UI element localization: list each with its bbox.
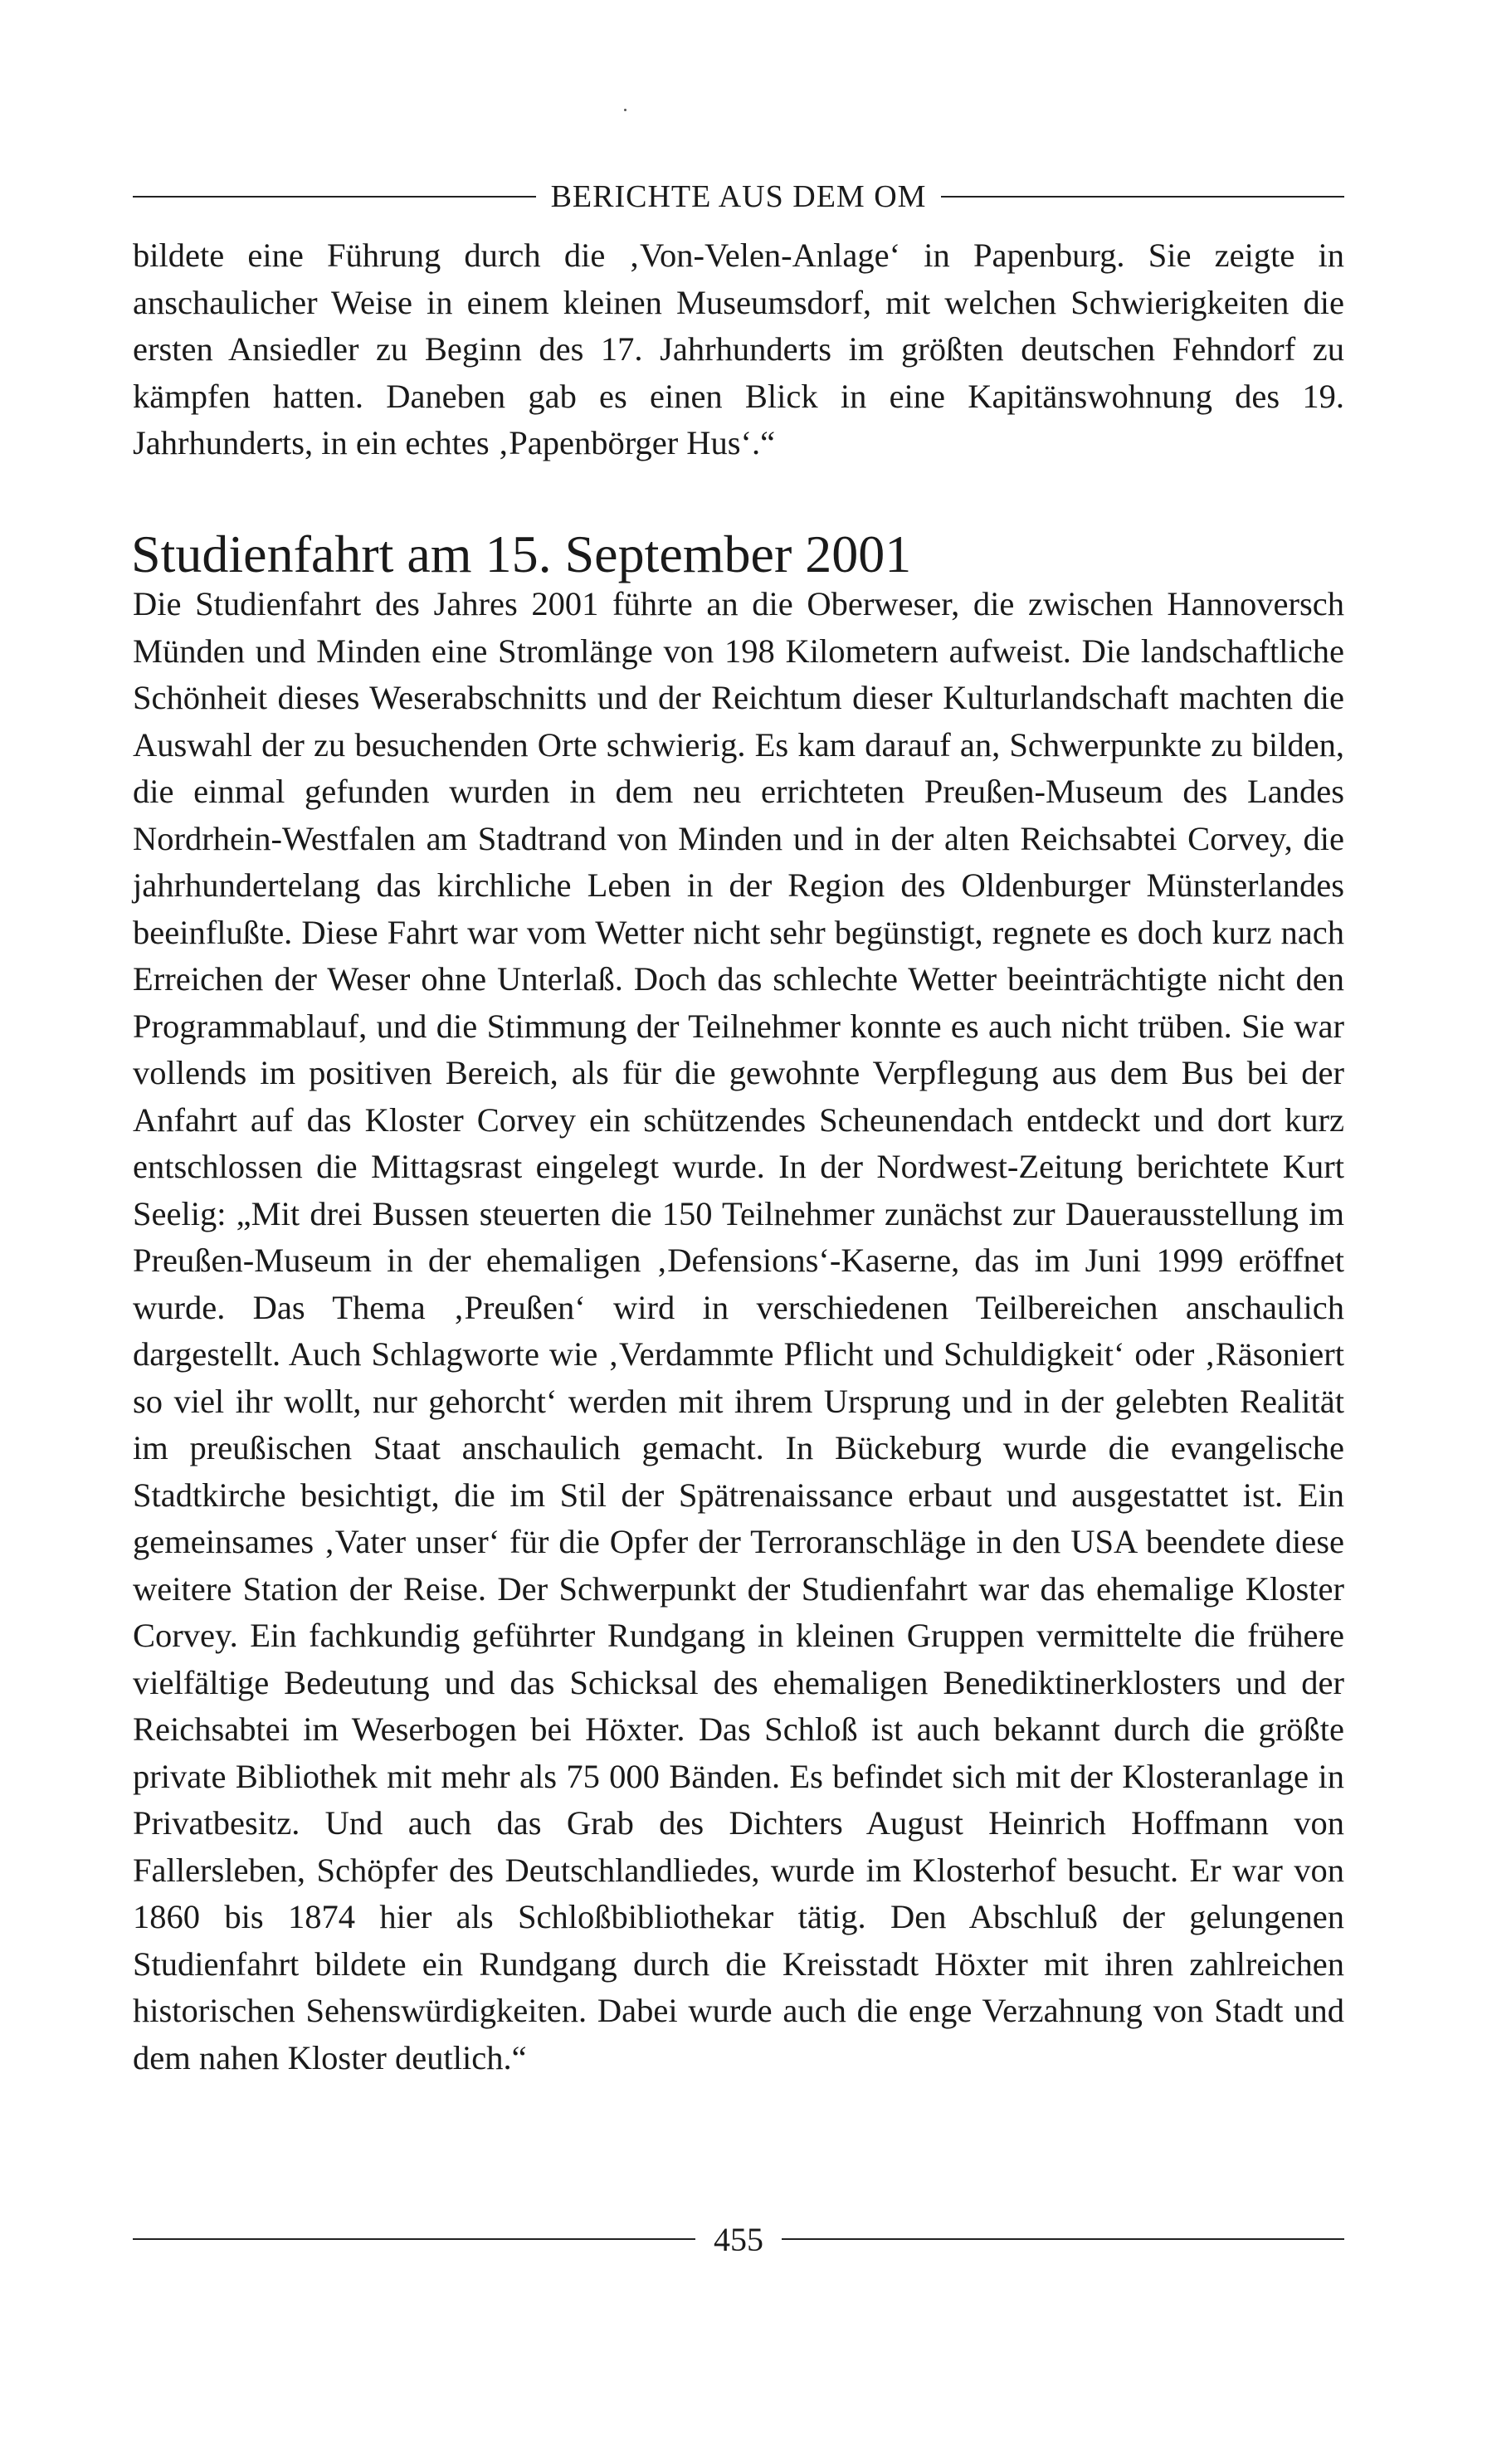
footer-rule-left [133,2238,695,2240]
running-title: BERICHTE AUS DEM OM [550,179,927,214]
running-header [133,176,1344,217]
scan-speck [624,109,626,111]
page-footer [133,2214,1344,2264]
page-number: 455 [714,2220,763,2258]
footer-rule-right [782,2238,1344,2240]
section-heading: Studienfahrt am 15. September 2001 [131,525,912,583]
section-paragraph: Die Studienfahrt des Jahres 2001 führte an die Oberweser, die zwischen Hannoversch Münden und Minden eine Stromlänge von 198 Kilometern aufweist. Die landschaftliche Schönheit dieses Weserabschnitts und der Reichtum dieser Kulturlandschaft machten die Auswahl der zu besuchenden Orte schwierig. Es kam darauf an, Schwerpunkte zu bilden, die einmal gefunden wurden in dem neu errichteten Preußen-Museum des Landes Nordrhein-Westfalen am Stadtrand von Minden und in der alten Reichsabtei Corvey, die jahrhundertelang das kirchliche Leben in der Region des Oldenburger Münsterlandes beeinflußte. Diese Fahrt war vom Wetter nicht sehr begünstigt, regnete es doch kurz nach Erreichen der Weser ohne Unterlaß. Doch das schlechte Wetter beeinträchtigte nicht den Programmablauf, und die Stimmung der Teilnehmer konnte es auch nicht trüben. Sie war vollends im positiven Bereich, als für die gewohnte Verpflegung aus dem Bus bei der Anfahrt auf das Kloster Corvey ein schützendes Scheunendach entdeckt und dort kurz entschlossen die Mittagsrast eingelegt wurde. In der Nordwest-Zeitung berichtete Kurt Seelig: „Mit drei Bussen steuerten die 150 Teilnehmer zunächst zur Dauerausstellung im Preußen-Museum in der ehemaligen ‚Defensions‘-Kaserne, das im Juni 1999 eröffnet wurde. Das Thema ‚Preußen‘ wird in verschiedenen Teilbereichen anschaulich dargestellt. Auch Schlagworte wie ‚Verdammte Pflicht und Schuldigkeit‘ oder ‚Räsoniert so viel ihr wollt, nur gehorcht‘ werden mit ihrem Ursprung und in der gelebten Realität im preußischen Staat anschaulich gemacht. In Bückeburg wurde die evangelische Stadtkirche besichtigt, die im Stil der Spätrenaissance erbaut und ausgestattet ist. Ein gemeinsames ‚Vater unser‘ für die Opfer der Terroranschläge in den USA beendete diese weitere Station der Reise. Der Schwerpunkt der Studienfahrt war das ehemalige Kloster Corvey. Ein fachkundig geführter Rundgang in kleinen Gruppen vermittelte die frühere vielfältige Bedeutung und das Schicksal des ehemaligen Benediktinerklosters und der Reichsabtei im Weserbogen bei Höxter. Das Schloß ist auch bekannt durch die größte private Bibliothek mit mehr als 75 000 Bänden. Es befindet sich mit der Klosteranlage in Privatbesitz. Und auch das Grab des Dichters August Heinrich Hoffmann von Fallersleben, Schöpfer des Deutschlandliedes, wurde im Klosterhof besucht. Er war von 1860 bis 1874 hier als Schloßbibliothekar tätig. Den Abschluß der gelungenen Studienfahrt bildete ein Rundgang durch die Kreisstadt Höxter mit ihren zahlreichen historischen Sehenswürdigkeiten. Dabei wurde auch die enge Verzahnung von Stadt und dem nahen Kloster deutlich.“ [133,585,1344,2076]
intro-paragraph: bildete eine Führung durch die ‚Von-Velen-Anlage‘ in Papenburg. Sie zeigte in anschaulicher Weise in einem kleinen Museumsdorf, mit welchen Schwierigkeiten die ersten Ansiedler zu Beginn des 17. Jahrhunderts im größten deutschen Fehndorf zu kämpfen hatten. Daneben gab es einen Blick in eine Kapitänswohnung des 19. Jahrhunderts, in ein echtes ‚Papenbörger Hus‘.“ [133,237,1344,461]
section-text-block [133,581,1344,2081]
header-rule-left [133,196,536,198]
intro-text-block [133,232,1344,467]
header-rule-right [941,196,1344,198]
